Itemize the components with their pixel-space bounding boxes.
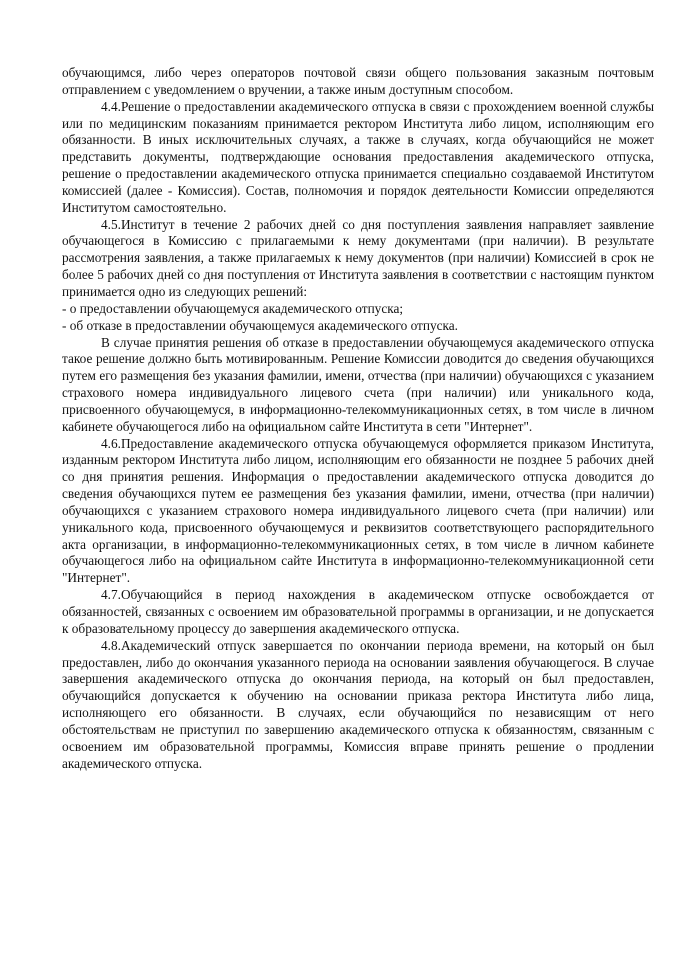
paragraph-4-5: 4.5.Институт в течение 2 рабочих дней со дня поступления заявления направляет заявление обучающегося в Комиссию с прилагаемыми к нему документами (при наличии). В результате рассмотрения заявления, а также прилагаемых к нему документов (при наличии) Комиссией в срок не более 5 рабочих дней со дня поступления от Института заявления в соответствии с настоящим пунктом принимается одно из следующих решений: xyxy=(62,216,654,299)
paragraph-refusal-decision: В случае принятия решения об отказе в предоставлении обучающемуся академического отпуска такое решение должно быть мотивированным. Решение Комиссии доводится до сведения обучающихся путем его размещения без указания фамилии, имени, отчества (при наличии) обучающихся с указанием страхового номера индивидуального лицевого счета (при наличии) или уникального кода, присвоенного обучающемуся, в информационно-телекоммуникационных сетях, в том числе в личном кабинете обучающегося либо на официальном сайте Института в сети "Интернет". xyxy=(62,334,654,434)
document-page xyxy=(62,65,654,772)
paragraph-4-8: 4.8.Академический отпуск завершается по окончании периода времени, на который он был предоставлен, либо до окончания указанного периода на основании заявления обучающегося. В случае завершения академического отпуска до окончания периода, на который он был предоставлен, обучающийся допускается к обучению на основании приказа ректора Института либо лица, исполняющего его обязанности. В случаях, если обучающийся по независящим от него обстоятельствам не приступил по завершению академического отпуска к обязанностям, связанным с освоением им образовательной программы, Комиссия вправе принять решение о продлении академического отпуска. xyxy=(62,637,654,771)
list-item-refuse-leave: - об отказе в предоставлении обучающемуся академического отпуска. xyxy=(62,317,459,333)
paragraph-4-4: 4.4.Решение о предоставлении академического отпуска в связи с прохождением военной службы или по медицинским показаниям принимается ректором Института либо лицом, исполняющим его обязанности. В иных исключительных случаях, а также в случаях, когда обучающийся не может представить документы, подтверждающие основания предоставления академического отпуска, решение о предоставлении академического отпуска принимается специально создаваемой Институтом комиссией (далее - Комиссия). Состав, полномочия и порядок деятельности Комиссии определяются Институтом самостоятельно. xyxy=(62,98,654,215)
paragraph-4-6: 4.6.Предоставление академического отпуска обучающемуся оформляется приказом Института, изданным ректором Института либо лицом, исполняющим его обязанности не позднее 5 рабочих дней со дня принятия решения. Информация о предоставлении академического отпуска доводится до сведения обучающихся путем ее размещения без указания фамилии, имени, отчества (при наличии) обучающихся с указанием страхового номера индивидуального лицевого счета (при наличии) или уникального кода, присвоенного обучающемуся и реквизитов соответствующего распорядительного акта организации, в информационно-телекоммуникационных сетях, в том числе в личном кабинете обучающегося либо на официальном сайте Института в информационно-телекоммуникационной сети "Интернет". xyxy=(62,435,654,586)
list-item-grant-leave: - о предоставлении обучающемуся академического отпуска; xyxy=(62,300,404,316)
paragraph-continuation: обучающимся, либо через операторов почтовой связи общего пользования заказным почтовым отправлением с уведомлением о вручении, а также иным доступным способом. xyxy=(62,65,654,97)
paragraph-4-7: 4.7.Обучающийся в период нахождения в академическом отпуске освобождается от обязанностей, связанных с освоением им образовательной программы в организации, и не допускается к образовательному процессу до завершения академического отпуска. xyxy=(62,587,654,636)
